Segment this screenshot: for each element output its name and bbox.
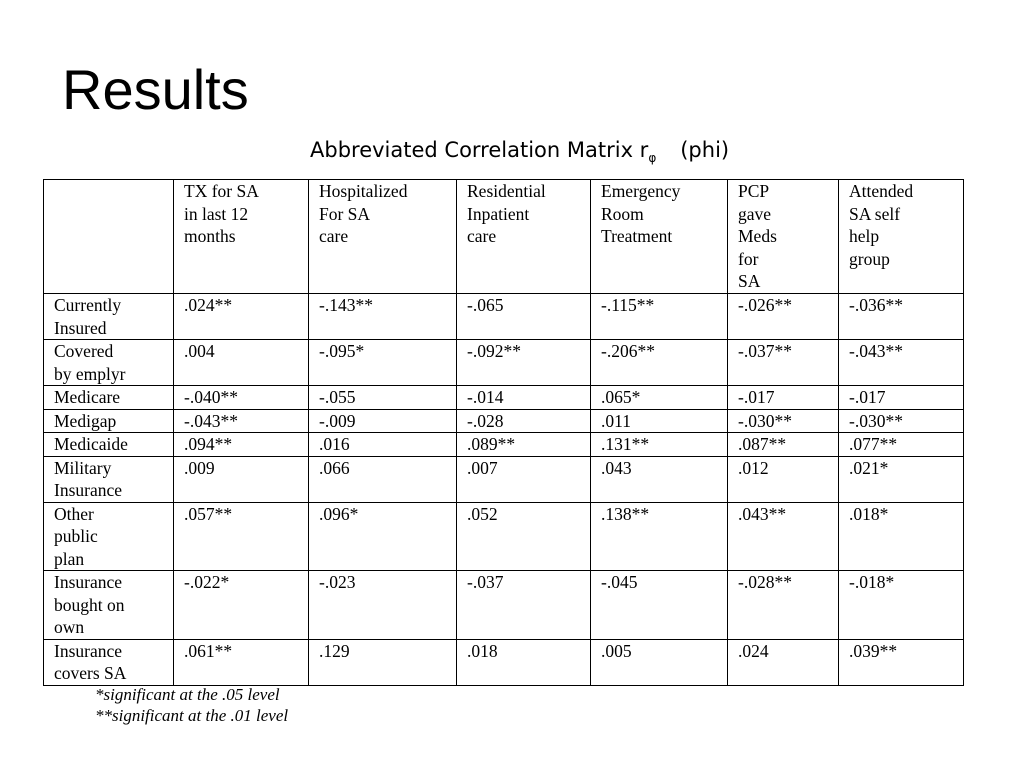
header-cell-hospitalized: Hospitalized For SA care bbox=[309, 180, 457, 294]
row-label-cell: Military Insurance bbox=[44, 456, 174, 502]
header-cell-corner bbox=[44, 180, 174, 294]
value-cell: .024 bbox=[728, 639, 839, 685]
value-cell: -.037** bbox=[728, 340, 839, 386]
value-cell: .094** bbox=[174, 433, 309, 457]
value-cell: -.065 bbox=[457, 294, 591, 340]
value-cell: -.028** bbox=[728, 571, 839, 640]
value-cell: -.022* bbox=[174, 571, 309, 640]
value-cell: -.014 bbox=[457, 386, 591, 410]
header-cell-tx: TX for SA in last 12 months bbox=[174, 180, 309, 294]
slide-title: Results bbox=[62, 58, 249, 121]
footnote-05: *significant at the .05 level bbox=[95, 685, 280, 704]
table-row bbox=[44, 502, 964, 571]
header-cell-self-help: Attended SA self help group bbox=[839, 180, 964, 294]
value-cell: .005 bbox=[591, 639, 728, 685]
value-cell: -.206** bbox=[591, 340, 728, 386]
subtitle-subscript: φ bbox=[648, 151, 657, 165]
value-cell: -.037 bbox=[457, 571, 591, 640]
value-cell: .061** bbox=[174, 639, 309, 685]
value-cell: .004 bbox=[174, 340, 309, 386]
value-cell: .089** bbox=[457, 433, 591, 457]
value-cell: .012 bbox=[728, 456, 839, 502]
value-cell: -.023 bbox=[309, 571, 457, 640]
value-cell: .043 bbox=[591, 456, 728, 502]
table-row bbox=[44, 294, 964, 340]
table-body bbox=[44, 294, 964, 686]
table-row bbox=[44, 433, 964, 457]
row-label-cell: Medigap bbox=[44, 409, 174, 433]
value-cell: -.009 bbox=[309, 409, 457, 433]
value-cell: .096* bbox=[309, 502, 457, 571]
value-cell: .039** bbox=[839, 639, 964, 685]
value-cell: .057** bbox=[174, 502, 309, 571]
value-cell: -.092** bbox=[457, 340, 591, 386]
table-header-row bbox=[44, 180, 964, 294]
value-cell: .065* bbox=[591, 386, 728, 410]
value-cell: .018 bbox=[457, 639, 591, 685]
value-cell: .018* bbox=[839, 502, 964, 571]
header-cell-pcp: PCP gave Meds for SA bbox=[728, 180, 839, 294]
value-cell: .077** bbox=[839, 433, 964, 457]
value-cell: -.030** bbox=[839, 409, 964, 433]
table-row bbox=[44, 571, 964, 640]
row-label-cell: Covered by emplyr bbox=[44, 340, 174, 386]
value-cell: -.040** bbox=[174, 386, 309, 410]
value-cell: -.043** bbox=[839, 340, 964, 386]
value-cell: .007 bbox=[457, 456, 591, 502]
value-cell: -.043** bbox=[174, 409, 309, 433]
value-cell: -.095* bbox=[309, 340, 457, 386]
value-cell: .011 bbox=[591, 409, 728, 433]
table-row bbox=[44, 340, 964, 386]
row-label-cell: Medicaide bbox=[44, 433, 174, 457]
row-label-cell: Insurance bought on own bbox=[44, 571, 174, 640]
value-cell: .021* bbox=[839, 456, 964, 502]
value-cell: -.026** bbox=[728, 294, 839, 340]
value-cell: -.143** bbox=[309, 294, 457, 340]
value-cell: .131** bbox=[591, 433, 728, 457]
value-cell: -.045 bbox=[591, 571, 728, 640]
row-label-cell: Other public plan bbox=[44, 502, 174, 571]
value-cell: -.017 bbox=[728, 386, 839, 410]
value-cell: .138** bbox=[591, 502, 728, 571]
header-cell-residential: Residential Inpatient care bbox=[457, 180, 591, 294]
subtitle-text: Abbreviated Correlation Matrix r bbox=[310, 138, 649, 162]
value-cell: .129 bbox=[309, 639, 457, 685]
value-cell: -.055 bbox=[309, 386, 457, 410]
value-cell: .016 bbox=[309, 433, 457, 457]
value-cell: .009 bbox=[174, 456, 309, 502]
value-cell: .024** bbox=[174, 294, 309, 340]
row-label-cell: Currently Insured bbox=[44, 294, 174, 340]
value-cell: -.018* bbox=[839, 571, 964, 640]
footnote-01: **significant at the .01 level bbox=[95, 706, 289, 725]
table-row bbox=[44, 386, 964, 410]
footnotes bbox=[95, 684, 288, 726]
value-cell: .043** bbox=[728, 502, 839, 571]
correlation-table bbox=[43, 179, 964, 686]
value-cell: -.115** bbox=[591, 294, 728, 340]
header-cell-emergency: Emergency Room Treatment bbox=[591, 180, 728, 294]
value-cell: -.028 bbox=[457, 409, 591, 433]
table-row bbox=[44, 456, 964, 502]
table-subtitle bbox=[310, 137, 729, 171]
value-cell: -.030** bbox=[728, 409, 839, 433]
value-cell: .066 bbox=[309, 456, 457, 502]
value-cell: -.017 bbox=[839, 386, 964, 410]
table-row bbox=[44, 639, 964, 685]
row-label-cell: Insurance covers SA bbox=[44, 639, 174, 685]
value-cell: .087** bbox=[728, 433, 839, 457]
row-label-cell: Medicare bbox=[44, 386, 174, 410]
table-row bbox=[44, 409, 964, 433]
value-cell: -.036** bbox=[839, 294, 964, 340]
subtitle-suffix: (phi) bbox=[680, 138, 730, 162]
value-cell: .052 bbox=[457, 502, 591, 571]
